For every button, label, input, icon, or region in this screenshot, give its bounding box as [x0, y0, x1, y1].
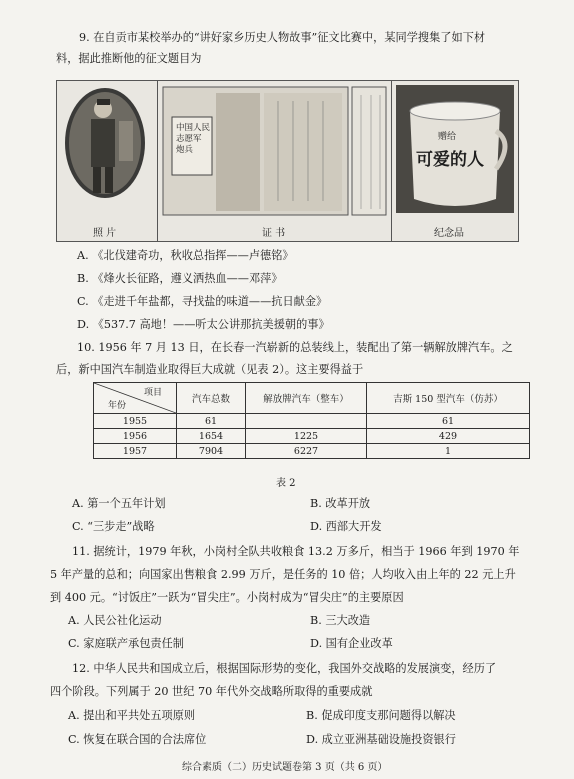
certificate-image: [158, 81, 391, 241]
table-cell: 61: [177, 414, 246, 429]
table-cell: 1225: [246, 429, 367, 444]
q12-option-b: B. 促成印度支那问题得以解决: [306, 709, 456, 722]
soldier-photo: [57, 81, 157, 241]
table-caption: 表 2: [276, 478, 296, 489]
souvenir-caption: 纪念品: [434, 228, 464, 239]
table-cell: 1956: [94, 429, 177, 444]
q11-option-d: D. 国有企业改革: [310, 637, 393, 650]
q12-stem-line2: 四个阶段。下列属于 20 世纪 70 年代外交战略所取得的重要成就: [50, 685, 373, 698]
q10-option-b: B. 改革开放: [310, 497, 371, 510]
table-cell: 1: [367, 444, 530, 459]
souvenir-panel: [391, 80, 519, 242]
table-corner-cell: [94, 383, 177, 414]
q9-option-a: A. 《北伐建奇功，秋收总指挥——卢德铭》: [77, 249, 294, 262]
q11-option-b: B. 三大改造: [310, 614, 371, 627]
table-corner-bottom: 年份: [108, 401, 127, 411]
table-cell: 61: [367, 414, 530, 429]
q11-option-c: C. 家庭联产承包责任制: [68, 637, 184, 650]
q11-stem-line1: 11. 据统计，1979 年秋，小岗村全队共收粮食 13.2 万多斤，相当于 1966 年到 1970 年: [72, 545, 520, 558]
table-corner-top: 项目: [143, 388, 162, 398]
certificate-panel: [157, 80, 392, 242]
q10-option-a: A. 第一个五年计划: [72, 497, 166, 510]
photo-caption: 照 片: [93, 228, 117, 239]
certificate-text: 中国人民 志愿军 炮兵: [176, 123, 211, 155]
table-row: [94, 429, 530, 444]
table-header-cell: 解放牌汽车（整车）: [246, 383, 367, 414]
table-2: [93, 382, 530, 459]
q10-option-d: D. 西部大开发: [310, 520, 382, 533]
table-header-cell: 吉斯 150 型汽车（仿苏）: [367, 383, 530, 414]
q9-stem-line1: 9. 在自贡市某校举办的“讲好家乡历史人物故事”征文比赛中，某同学搜集了如下材: [79, 31, 486, 44]
q9-option-d: D. 《537.7 高地！——听太公讲那抗美援朝的事》: [77, 318, 330, 331]
certificate-caption: 证 书: [262, 228, 286, 239]
souvenir-text-small: 赠给: [438, 132, 457, 142]
q11-stem-line3: 到 400 元。“讨饭庄”一跃为“冒尖庄”。小岗村成为“冒尖庄”的主要原因: [50, 591, 404, 604]
table-cell: 7904: [177, 444, 246, 459]
q12-option-d: D. 成立亚洲基础设施投资银行: [306, 733, 456, 746]
q9-stem-line2: 料，据此推断他的征文题目为: [56, 52, 202, 65]
q12-option-a: A. 提出和平共处五项原则: [68, 709, 196, 722]
q11-option-a: A. 人民公社化运动: [68, 614, 162, 627]
table-row: [94, 414, 530, 429]
q10-stem-line2: 后，新中国汽车制造业取得巨大成就（见表 2）。这主要得益于: [56, 363, 364, 376]
table-cell: 429: [367, 429, 530, 444]
q11-stem-line2: 5 年产量的总和；向国家出售粮食 2.99 万斤，是任务的 10 倍；人均收入由上年的 22 元上升: [50, 568, 516, 581]
q12-stem-line1: 12. 中华人民共和国成立后，根据国际形势的变化，我国外交战略的发展演变，经历了: [72, 662, 497, 675]
table-cell: 1654: [177, 429, 246, 444]
page-footer: 综合素质（二）历史试题卷第 3 页（共 6 页）: [182, 762, 388, 773]
table-cell: [246, 414, 367, 429]
q10-stem-line1: 10. 1956 年 7 月 13 日，在长春一汽崭新的总装线上，装配出了第一辆解放牌汽车。之: [77, 341, 513, 354]
q10-option-c: C. “三步走”战略: [72, 520, 155, 533]
table-cell: 1957: [94, 444, 177, 459]
table-diagonal-line: [94, 383, 176, 413]
table-header-cell: 汽车总数: [177, 383, 246, 414]
photo-panel: [56, 80, 158, 242]
table-cell: 1955: [94, 414, 177, 429]
table-header-row: [94, 383, 530, 414]
q9-option-b: B. 《烽火长征路，遵义洒热血——邓萍》: [77, 272, 283, 285]
table-row: [94, 444, 530, 459]
souvenir-text-large: 可爱的人: [416, 150, 484, 170]
q9-option-c: C. 《走进千年盐都，寻找盐的味道——抗日献金》: [77, 295, 328, 308]
table-cell: 6227: [246, 444, 367, 459]
q12-option-c: C. 恢复在联合国的合法席位: [68, 733, 207, 746]
